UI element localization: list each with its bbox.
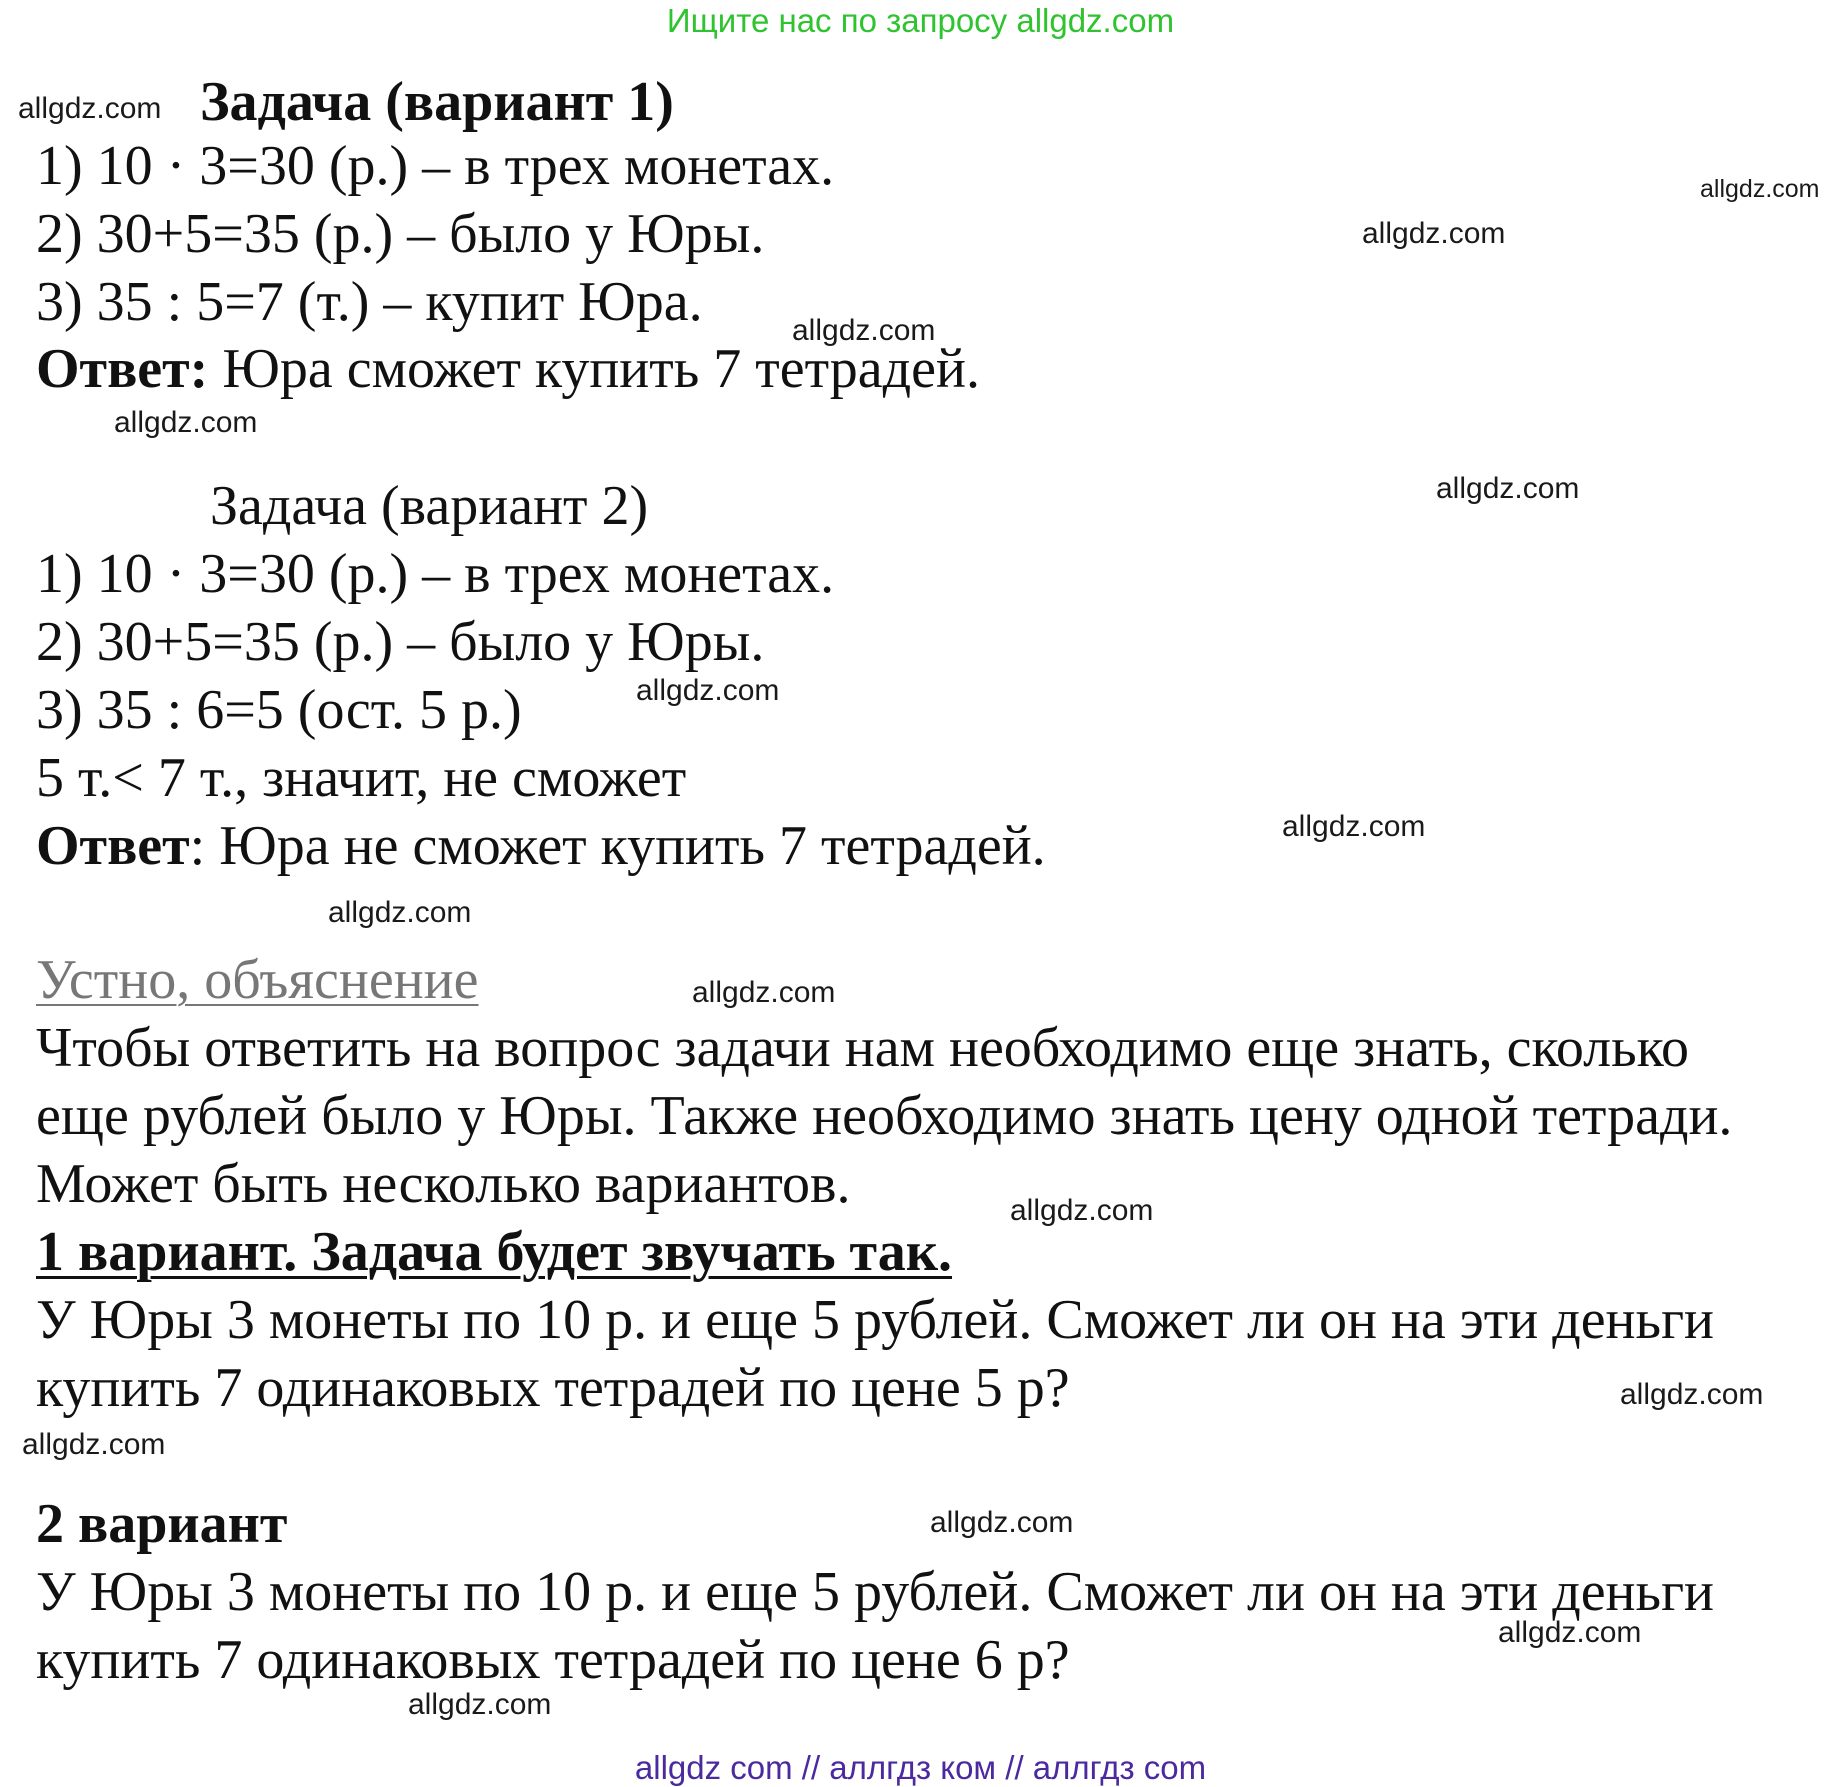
answer-label: Ответ: <box>36 338 209 400</box>
variant2-conclusion: 5 т.< 7 т., значит, не сможет <box>36 747 687 809</box>
variant1-step-2: 2) 30+5=35 (р.) – было у Юры. <box>36 203 765 265</box>
answer-label: Ответ <box>36 815 190 877</box>
variant1-title: Задача (вариант 1) <box>200 71 674 133</box>
oral-line-2: еще рублей было у Юры. Также необходимо знать цену одной тетради. <box>36 1085 1733 1147</box>
watermark: allgdz.com <box>408 1688 552 1721</box>
watermark: allgdz.com <box>1010 1194 1154 1227</box>
option2-line-2: купить 7 одинаковых тетрадей по цене 6 р? <box>36 1629 1070 1691</box>
variant1-step-3: 3) 35 : 5=7 (т.) – купит Юра. <box>36 271 703 333</box>
watermark: allgdz.com <box>22 1428 166 1461</box>
watermark: allgdz.com <box>636 674 780 707</box>
watermark: allgdz.com <box>1620 1378 1764 1411</box>
watermark: allgdz.com <box>792 314 936 347</box>
watermark: allgdz.com <box>114 406 258 439</box>
variant2-step-1: 1) 10 · 3=30 (р.) – в трех монетах. <box>36 543 835 605</box>
watermark: allgdz.com <box>692 976 836 1009</box>
option1-line-1: У Юры 3 монеты по 10 р. и еще 5 рублей. Сможет ли он на эти деньги <box>36 1289 1715 1351</box>
option1-line-2: купить 7 одинаковых тетрадей по цене 5 р? <box>36 1357 1070 1419</box>
watermark: allgdz.com <box>1498 1616 1642 1649</box>
watermark: allgdz.com <box>328 896 472 929</box>
variant2-step-2: 2) 30+5=35 (р.) – было у Юры. <box>36 611 765 673</box>
answer-text: : Юра не сможет купить 7 тетрадей. <box>189 815 1046 877</box>
variant2-answer <box>36 812 1046 880</box>
option1-heading: 1 вариант. Задача будет звучать так. <box>36 1221 953 1283</box>
option2-heading: 2 вариант <box>36 1493 288 1555</box>
watermark: allgdz.com <box>1362 217 1506 250</box>
watermark: allgdz.com <box>1700 175 1820 203</box>
footer-banner: allgdz com // аллгдз ком // аллгдз com <box>634 1749 1207 1786</box>
variant2-title: Задача (вариант 2) <box>210 475 649 537</box>
oral-line-3: Может быть несколько вариантов. <box>36 1153 851 1215</box>
oral-heading: Устно, объяснение <box>36 949 479 1011</box>
top-search-banner: Ищите нас по запросу allgdz.com <box>666 2 1175 39</box>
watermark: allgdz.com <box>1282 810 1426 843</box>
oral-line-1: Чтобы ответить на вопрос задачи нам необходимо еще знать, сколько <box>36 1017 1689 1079</box>
answer-text: Юра сможет купить 7 тетрадей. <box>208 338 980 400</box>
variant1-step-1: 1) 10 · 3=30 (р.) – в трех монетах. <box>36 135 835 197</box>
option2-line-1: У Юры 3 монеты по 10 р. и еще 5 рублей. Сможет ли он на эти деньги <box>36 1561 1715 1623</box>
variant2-step-3: 3) 35 : 6=5 (ост. 5 р.) <box>36 679 522 741</box>
watermark: allgdz.com <box>1436 472 1580 505</box>
watermark: allgdz.com <box>930 1506 1074 1539</box>
watermark: allgdz.com <box>18 92 162 125</box>
